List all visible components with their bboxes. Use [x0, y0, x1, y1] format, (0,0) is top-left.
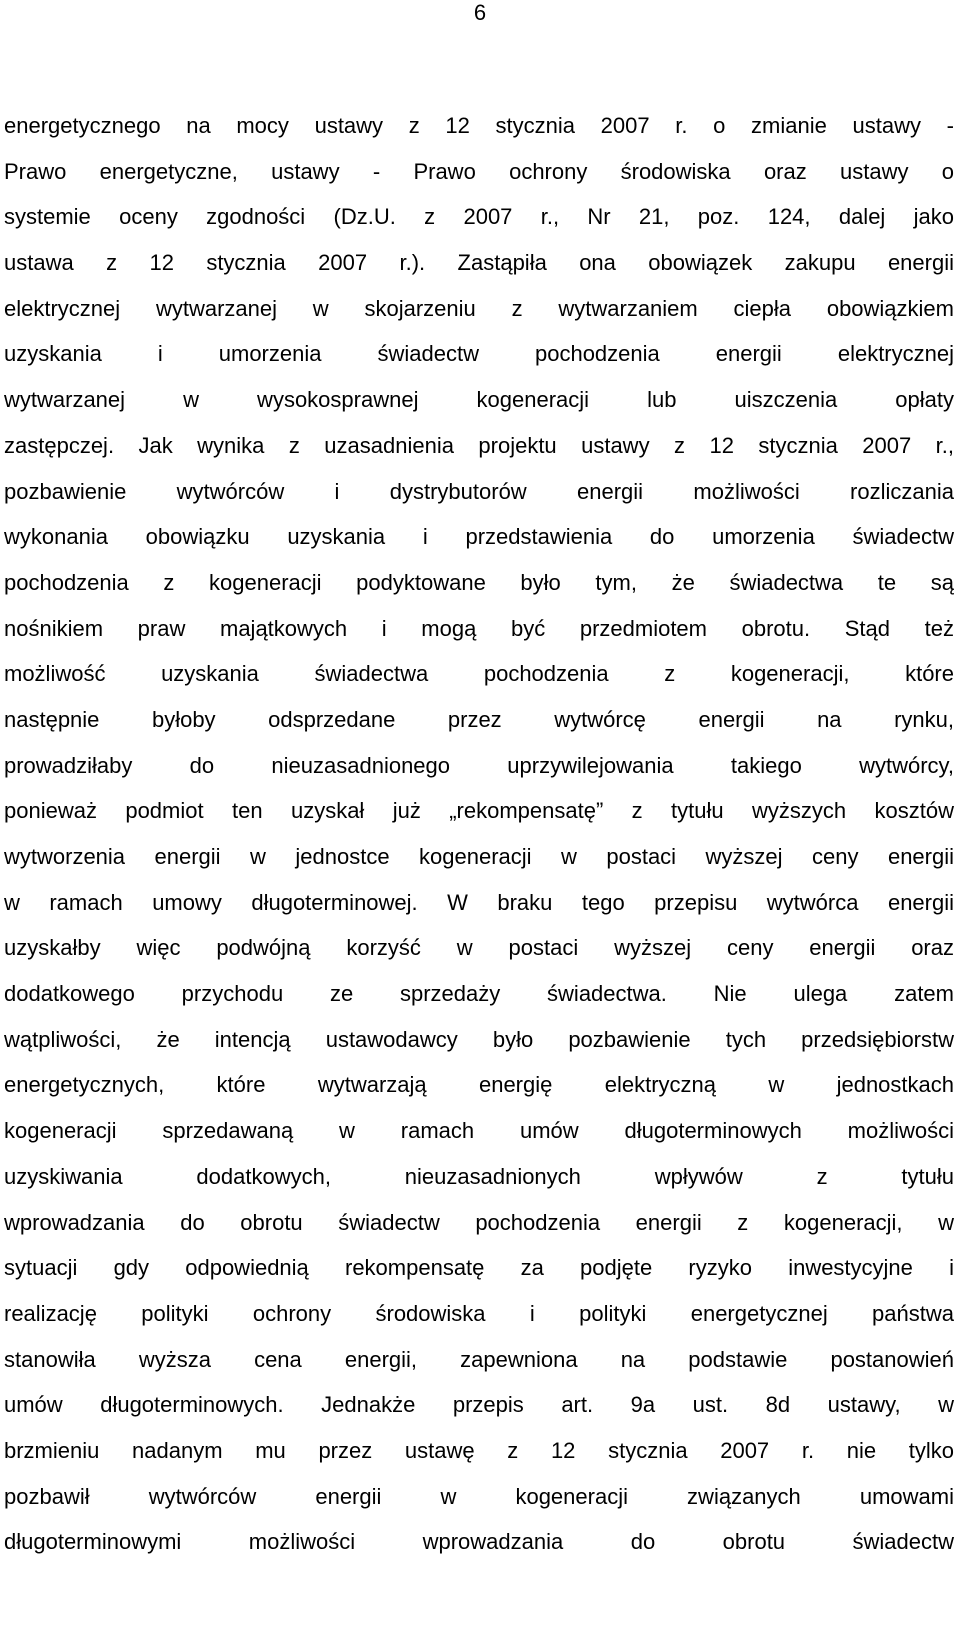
- text-line: uzyskiwania dodatkowych, nieuzasadnionych wpływów z tytułu: [4, 1163, 954, 1189]
- text-line: Prawo energetyczne, ustawy - Prawo ochrony środowiska oraz ustawy o: [4, 158, 954, 184]
- text-line: ustawa z 12 stycznia 2007 r.). Zastąpiła ona obowiązek zakupu energii: [4, 250, 954, 276]
- text-line: następnie byłoby odsprzedane przez wytwórcę energii na rynku,: [4, 706, 954, 732]
- text-line: nośnikiem praw majątkowych i mogą być przedmiotem obrotu. Stąd też: [4, 615, 954, 641]
- text-line: wytworzenia energii w jednostce kogeneracji w postaci wyższej ceny energii: [4, 844, 954, 869]
- text-line: realizację polityki ochrony środowiska i polityki energetycznej państwa: [4, 1300, 954, 1326]
- text-line: sytuacji gdy odpowiednią rekompensatę za podjęte ryzyko inwestycyjne i: [4, 1255, 954, 1281]
- text-line: zastępczej. Jak wynika z uzasadnienia projektu ustawy z 12 stycznia 2007 r.,: [4, 432, 954, 458]
- text-line: długoterminowymi możliwości wprowadzania do obrotu świadectw: [4, 1529, 954, 1555]
- text-line: pochodzenia z kogeneracji podyktowane było tym, że świadectwa te są: [4, 569, 954, 595]
- text-line: wykonania obowiązku uzyskania i przedstawienia do umorzenia świadectw: [4, 524, 954, 550]
- text-line: ponieważ podmiot ten uzyskał już „rekompensatę” z tytułu wyższych kosztów: [4, 798, 954, 824]
- text-line: kogeneracji sprzedawaną w ramach umów długoterminowych możliwości: [4, 1118, 954, 1144]
- text-line: stanowiła wyższa cena energii, zapewniona na podstawie postanowień: [4, 1346, 954, 1372]
- text-line: wytwarzanej w wysokosprawnej kogeneracji lub uiszczenia opłaty: [4, 387, 954, 413]
- text-line: brzmieniu nadanym mu przez ustawę z 12 stycznia 2007 r. nie tylko: [4, 1437, 954, 1463]
- text-line: wątpliwości, że intencją ustawodawcy było pozbawienie tych przedsiębiorstw: [4, 1026, 954, 1052]
- page-number: 6: [473, 0, 487, 25]
- text-line: energetycznego na mocy ustawy z 12 stycznia 2007 r. o zmianie ustawy -: [4, 113, 954, 138]
- text-line: w ramach umowy długoterminowej. W braku tego przepisu wytwórca energii: [4, 889, 954, 915]
- text-line: energetycznych, które wytwarzają energię elektryczną w jednostkach: [4, 1072, 954, 1098]
- text-line: elektrycznej wytwarzanej w skojarzeniu z wytwarzaniem ciepła obowiązkiem: [4, 295, 954, 321]
- text-line: dodatkowego przychodu ze sprzedaży świadectwa. Nie ulega zatem: [4, 981, 954, 1007]
- text-line: prowadziłaby do nieuzasadnionego uprzywilejowania takiego wytwórcy,: [4, 752, 954, 778]
- text-line: pozbawił wytwórców energii w kogeneracji związanych umowami: [4, 1483, 954, 1509]
- text-line: umów długoterminowych. Jednakże przepis art. 9a ust. 8d ustawy, w: [4, 1392, 954, 1418]
- document-body: [4, 103, 954, 1565]
- text-line: wprowadzania do obrotu świadectw pochodzenia energii z kogeneracji, w: [4, 1209, 954, 1235]
- text-line: systemie oceny zgodności (Dz.U. z 2007 r., Nr 21, poz. 124, dalej jako: [4, 204, 954, 230]
- text-line: uzyskania i umorzenia świadectw pochodzenia energii elektrycznej: [4, 341, 954, 367]
- text-line: uzyskałby więc podwójną korzyść w postaci wyższej ceny energii oraz: [4, 935, 954, 961]
- text-line: pozbawienie wytwórców i dystrybutorów energii możliwości rozliczania: [4, 478, 954, 504]
- text-line: możliwość uzyskania świadectwa pochodzenia z kogeneracji, które: [4, 661, 954, 687]
